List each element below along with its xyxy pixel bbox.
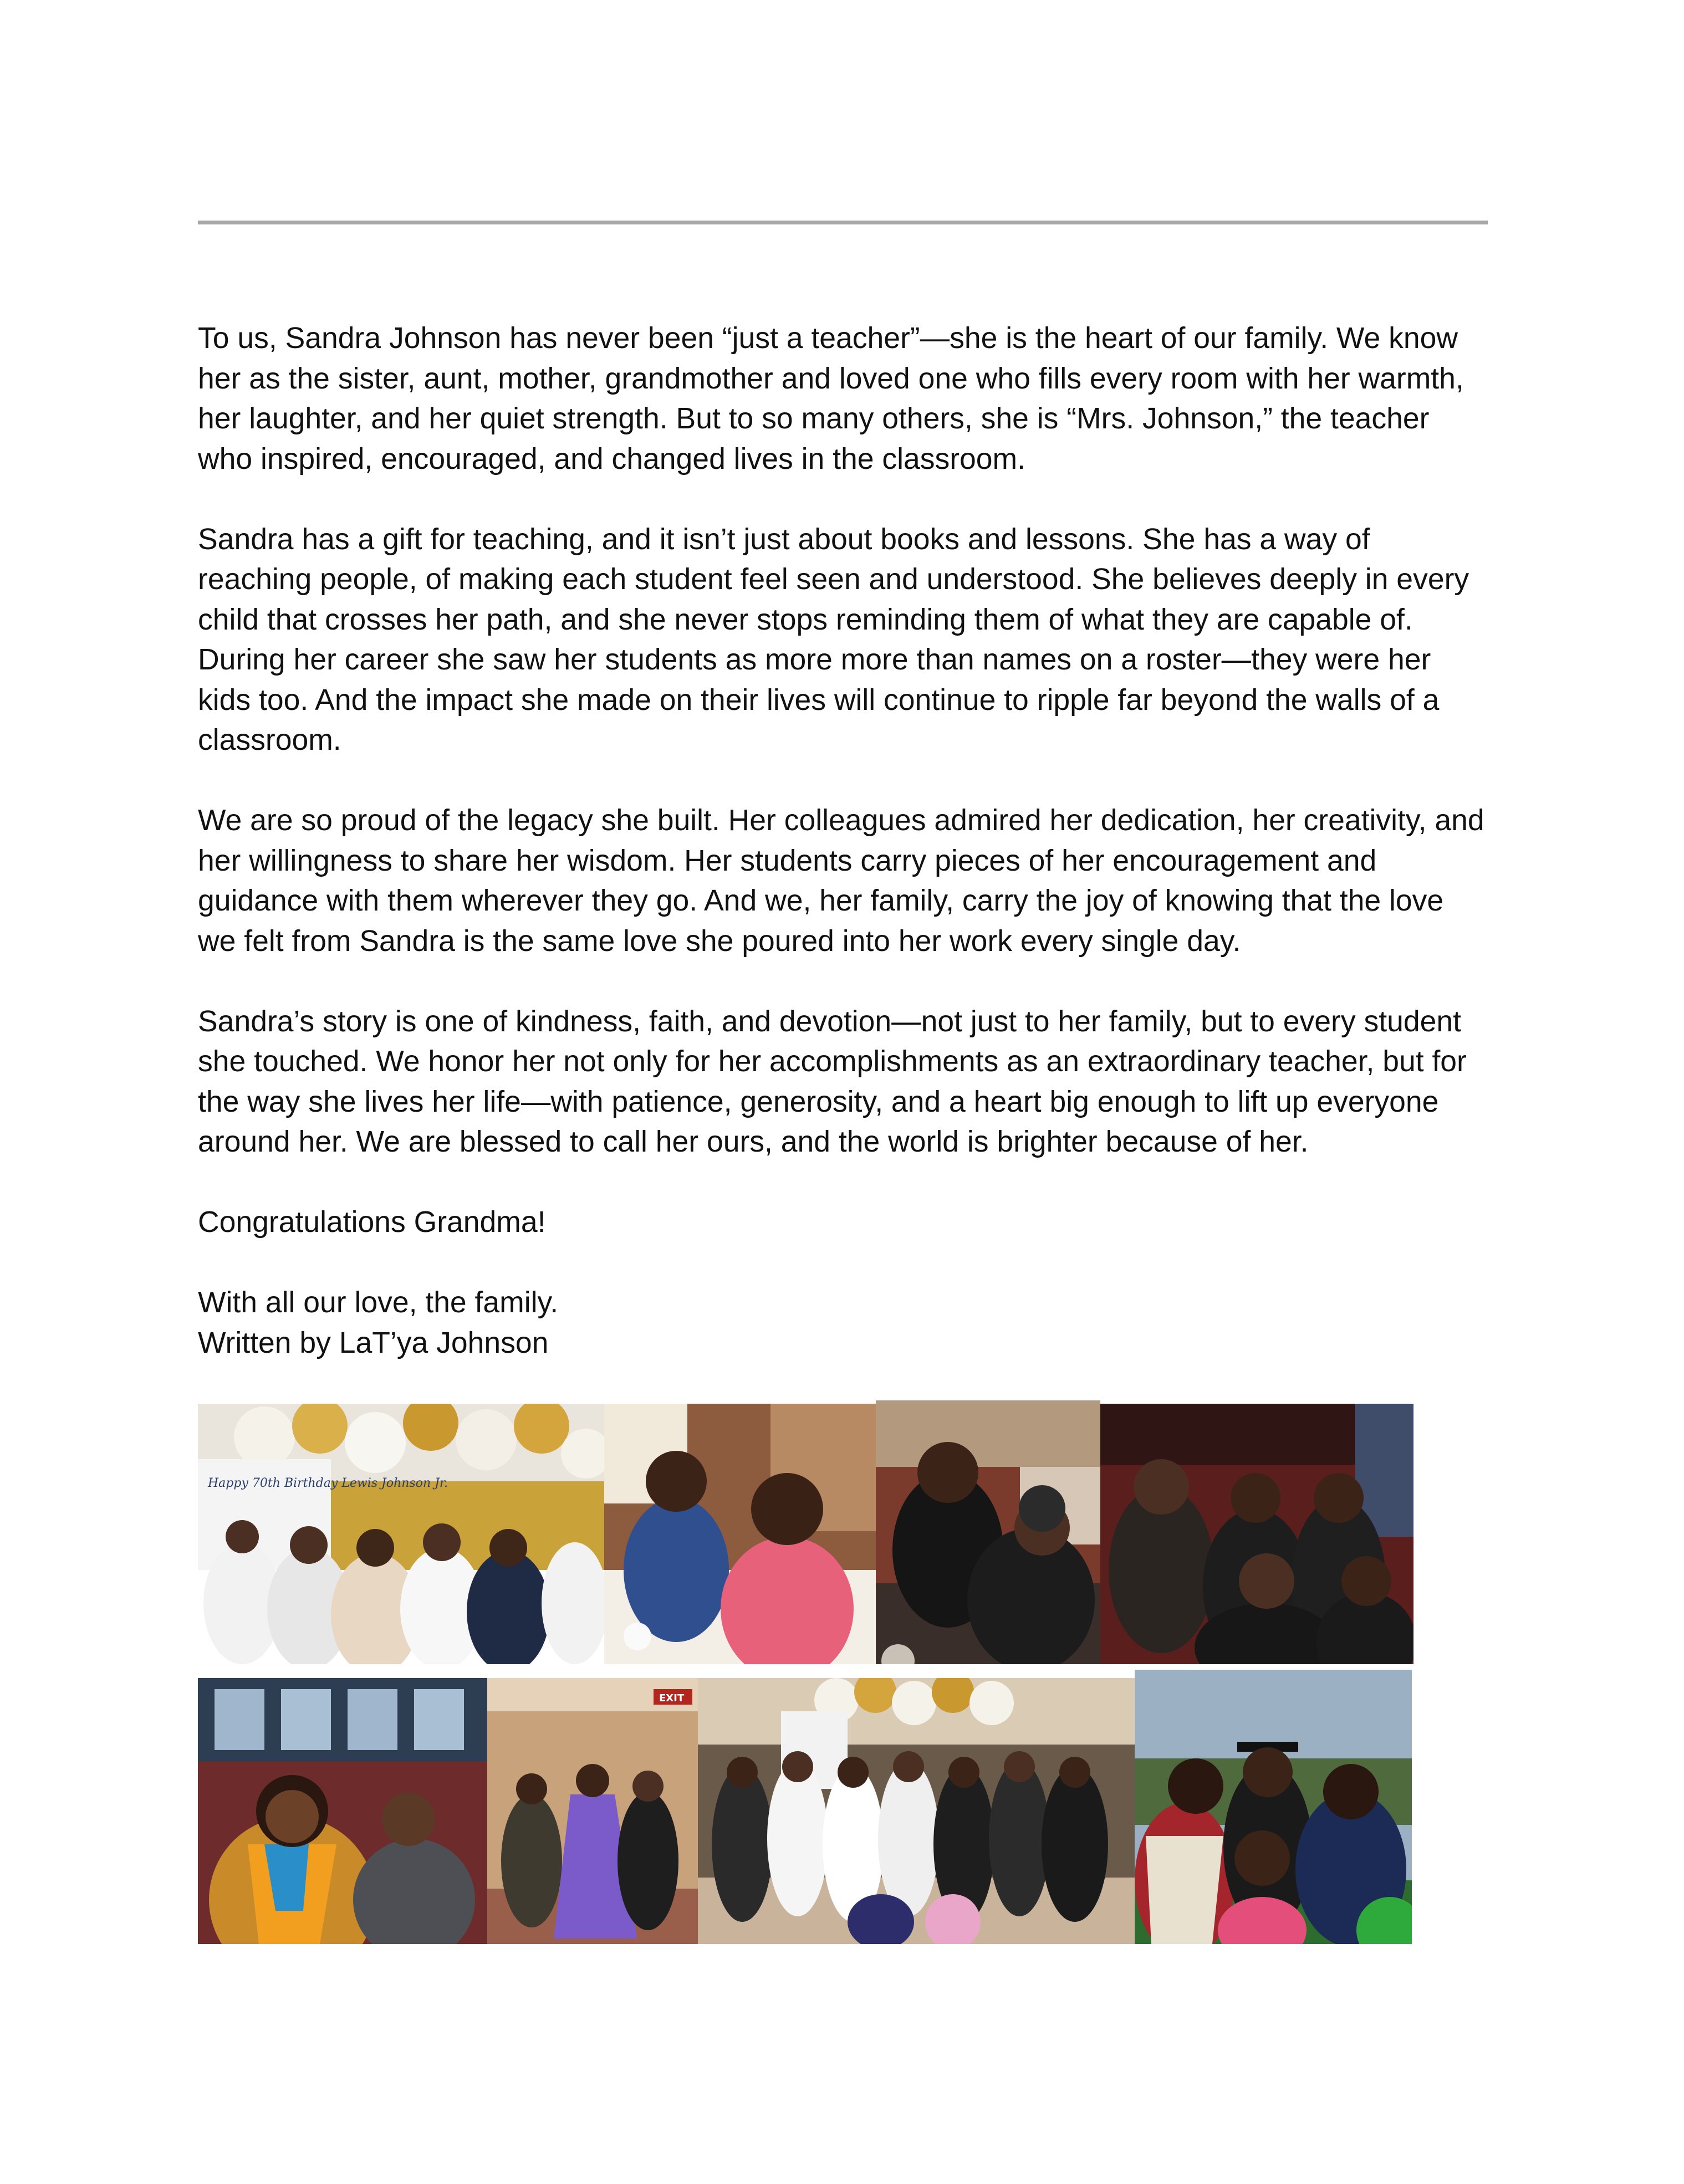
photo-family-group bbox=[1100, 1404, 1413, 1664]
author-line: Written by LaT’ya Johnson bbox=[198, 1326, 549, 1359]
photo-two-women-table-image bbox=[604, 1404, 876, 1664]
photo-family-group-image bbox=[1100, 1404, 1413, 1664]
photo-large-family-image bbox=[698, 1678, 1135, 1944]
photo-woman-scarf-image bbox=[198, 1678, 487, 1944]
photo-woman-scarf bbox=[198, 1678, 487, 1944]
paragraph-1: To us, Sandra Johnson has never been “just a teacher”—she is the heart of our family. We know her as the sister, aunt, mother, grandmother and loved one who fills every room with her warmth, her laughter, and her quiet strength. But to so many others, she is “Mrs. Johnson,” the teacher who inspired, encouraged, and changed lives in the classroom. bbox=[198, 322, 1464, 475]
closing-line: With all our love, the family. bbox=[198, 1286, 559, 1319]
photo-graduation-image bbox=[1135, 1670, 1412, 1944]
letter-body bbox=[198, 319, 1488, 1363]
photo-two-women-table bbox=[604, 1404, 876, 1664]
paragraph-3: We are so proud of the legacy she built. Her colleagues admired her dedication, her creativity, and her willingness to share her wisdom. Her students carry pieces of her encouragement and guidance with them wherever they go. And we, her family, carry the joy of knowing that the love we felt from Sandra is the same love she poured into her work every single day. bbox=[198, 804, 1484, 958]
photo-women-black-outfits-image bbox=[876, 1400, 1100, 1664]
photo-birthday-group-image bbox=[198, 1404, 604, 1664]
photo-collage bbox=[198, 1404, 1428, 1944]
congratulations-line: Congratulations Grandma! bbox=[198, 1206, 546, 1239]
photo-women-purple-dress-image bbox=[487, 1678, 698, 1944]
header-rule bbox=[198, 221, 1488, 224]
photo-women-purple-dress bbox=[487, 1678, 698, 1944]
banner-text: Happy 70th Birthday Lewis Johnson Jr. bbox=[208, 1476, 448, 1490]
photo-women-black-outfits bbox=[876, 1400, 1100, 1664]
photo-birthday-group bbox=[198, 1404, 604, 1664]
exit-sign-text: EXIT bbox=[659, 1692, 685, 1704]
paragraph-4: Sandra’s story is one of kindness, faith, and devotion—not just to her family, but to every student she touched. We honor her not only for her accomplishments as an extraordinary teacher, but for the way she lives her life—with patience, generosity, and a heart big enough to lift up everyone around her. We are blessed to call her ours, and the world is brighter because of her. bbox=[198, 1005, 1467, 1158]
photo-large-family bbox=[698, 1678, 1135, 1944]
photo-graduation bbox=[1135, 1670, 1412, 1944]
paragraph-2: Sandra has a gift for teaching, and it isn’t just about books and lessons. She has a way of reaching people, of making each student feel seen and understood. She believes deeply in every child that crosses her path, and she never stops reminding them of what they are capable of. During her career she saw her students as more more than names on a roster—they were her kids too. And the impact she made on their lives will continue to ripple far beyond the walls of a classroom. bbox=[198, 523, 1469, 756]
